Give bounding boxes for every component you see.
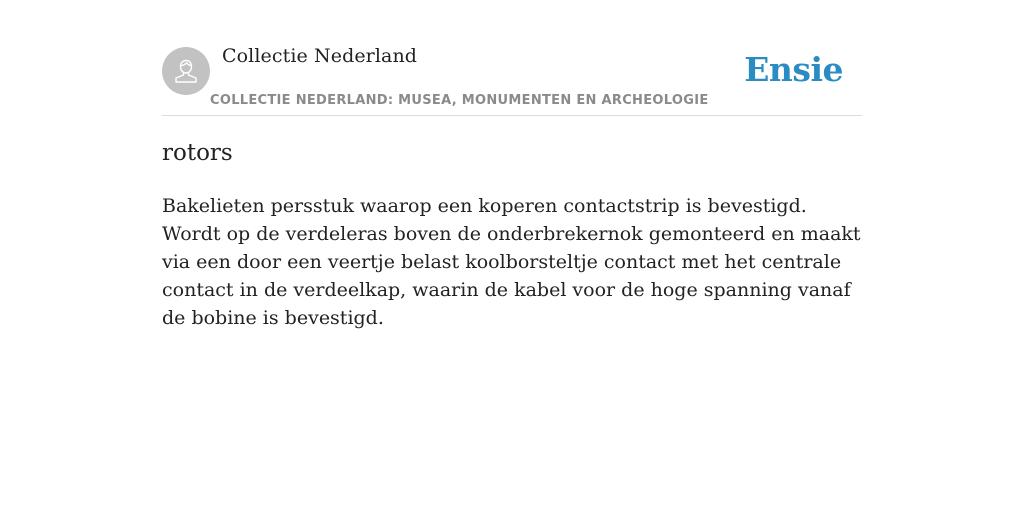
- entry-definition: Bakelieten persstuk waarop een koperen contactstrip is bevestigd. Wordt op de verdeleras boven de onderbrekernok gemonteerd en maakt via een door een veertje belast koolborsteltje contact met het centrale contact in de verdeelkap, waarin de kabel voor de hoge spanning vanaf de bobine is bevestigd.: [162, 195, 861, 329]
- author-avatar[interactable]: [162, 47, 210, 95]
- entry-term: rotors: [162, 140, 233, 166]
- header-divider: [162, 115, 862, 116]
- ensie-logo[interactable]: Ensie: [744, 50, 843, 89]
- author-name[interactable]: Collectie Nederland: [222, 45, 418, 67]
- user-icon: [171, 56, 201, 86]
- entry-card: [162, 0, 862, 512]
- source-subtitle[interactable]: COLLECTIE NEDERLAND: MUSEA, MONUMENTEN EN ARCHEOLOGIE: [210, 93, 709, 108]
